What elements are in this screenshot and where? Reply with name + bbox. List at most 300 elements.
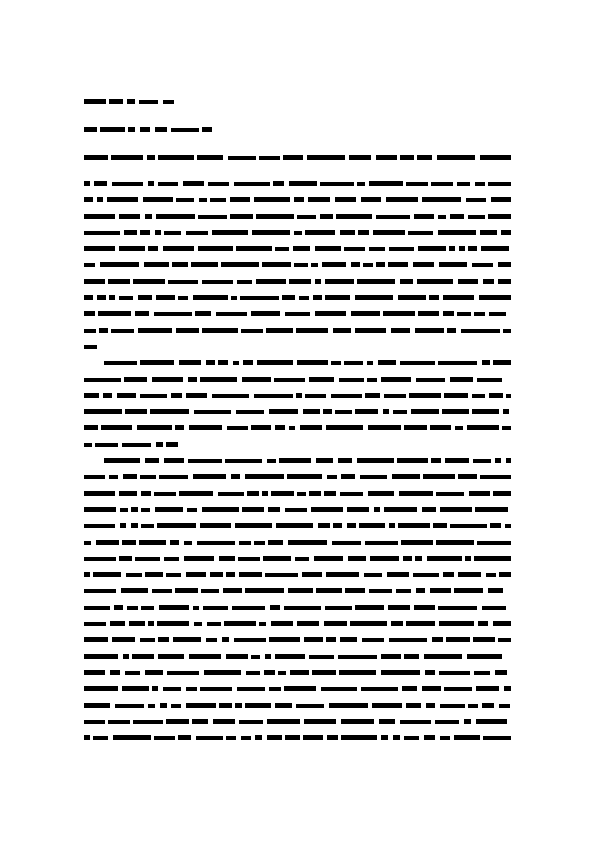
word-mark: [219, 556, 235, 561]
word-mark: [467, 425, 499, 430]
word-mark: [297, 621, 319, 626]
word-mark: [206, 360, 215, 365]
word-mark: [197, 155, 223, 160]
word-mark: [235, 523, 272, 528]
word-mark: [156, 442, 163, 447]
word-mark: [245, 588, 284, 593]
word-mark: [184, 541, 192, 545]
word-mark: [357, 182, 365, 186]
word-mark: [288, 588, 313, 593]
word-mark: [263, 556, 291, 561]
word-mark: [414, 605, 435, 610]
word-mark: [285, 508, 307, 512]
word-mark: [127, 606, 138, 610]
word-mark: [103, 393, 112, 398]
word-mark: [363, 263, 373, 267]
word-mark: [145, 572, 163, 577]
text-line: [84, 702, 511, 710]
word-mark: [438, 361, 477, 365]
word-mark: [418, 246, 446, 251]
word-mark: [316, 588, 342, 593]
word-mark: [218, 492, 244, 496]
word-mark: [495, 670, 507, 675]
word-mark: [233, 361, 239, 365]
word-mark: [415, 328, 444, 333]
word-mark: [383, 409, 389, 414]
word-mark: [207, 622, 221, 626]
word-mark: [154, 492, 176, 496]
word-mark: [159, 605, 189, 610]
word-mark: [398, 523, 430, 528]
word-mark: [404, 425, 427, 430]
word-mark: [336, 214, 372, 219]
word-mark: [326, 425, 363, 430]
word-mark: [404, 654, 419, 659]
word-mark: [147, 155, 155, 160]
word-mark: [381, 654, 401, 659]
word-mark: [221, 262, 259, 267]
word-mark: [84, 345, 97, 349]
word-mark: [397, 458, 428, 463]
word-mark: [84, 670, 105, 675]
word-mark: [444, 393, 468, 398]
word-mark: [200, 523, 231, 528]
word-mark: [271, 491, 294, 496]
text-line: [84, 310, 511, 318]
word-mark: [122, 686, 149, 691]
word-mark: [110, 621, 125, 626]
word-mark: [474, 312, 485, 316]
word-mark: [155, 507, 183, 512]
word-mark: [140, 394, 167, 398]
word-mark: [222, 637, 229, 642]
word-mark: [274, 378, 305, 382]
word-mark: [129, 621, 145, 626]
word-mark: [120, 508, 128, 512]
word-mark: [338, 655, 377, 659]
word-mark: [293, 246, 310, 251]
text-line: [84, 636, 511, 644]
word-mark: [125, 409, 147, 414]
text-line: [84, 539, 511, 547]
word-mark: [316, 458, 333, 463]
word-mark: [400, 155, 414, 160]
text-line: [84, 376, 511, 384]
word-mark: [348, 556, 366, 561]
word-mark: [235, 703, 242, 708]
text-line: [84, 343, 511, 351]
word-mark: [304, 637, 323, 642]
word-mark: [388, 262, 408, 267]
word-mark: [443, 311, 454, 316]
word-mark: [321, 687, 357, 691]
word-mark: [278, 671, 286, 675]
word-mark: [505, 524, 511, 528]
word-mark: [430, 425, 451, 430]
word-mark: [84, 197, 93, 202]
word-mark: [256, 279, 286, 284]
word-mark: [388, 605, 410, 610]
word-mark: [373, 230, 405, 235]
word-mark: [84, 622, 106, 626]
word-mark: [475, 507, 508, 512]
word-mark: [454, 588, 483, 593]
word-mark: [429, 295, 439, 300]
word-mark: [341, 719, 374, 724]
word-mark: [472, 263, 493, 267]
word-mark: [200, 687, 232, 691]
word-mark: [425, 670, 435, 675]
word-mark: [186, 572, 206, 577]
word-mark: [98, 311, 131, 316]
word-mark: [339, 670, 376, 675]
word-mark: [417, 155, 432, 160]
word-mark: [176, 198, 194, 202]
word-mark: [236, 410, 264, 414]
text-line: [84, 506, 511, 514]
word-mark: [164, 458, 184, 463]
word-mark: [216, 312, 247, 316]
word-mark: [179, 491, 213, 496]
word-mark: [355, 605, 384, 610]
word-mark: [289, 279, 311, 284]
word-mark: [93, 572, 121, 577]
word-mark: [193, 295, 228, 300]
word-mark: [503, 409, 509, 414]
word-mark: [502, 426, 511, 430]
word-mark: [226, 572, 235, 577]
word-mark: [225, 459, 262, 463]
word-mark: [504, 686, 511, 691]
word-mark: [490, 523, 501, 528]
word-mark: [179, 360, 201, 365]
word-mark: [400, 361, 435, 365]
word-mark: [402, 686, 417, 691]
word-mark: [133, 720, 163, 724]
word-mark: [401, 540, 433, 545]
word-mark: [155, 127, 167, 132]
word-mark: [234, 638, 266, 642]
word-mark: [109, 295, 115, 300]
word-mark: [166, 573, 181, 577]
word-mark: [313, 295, 322, 300]
word-mark: [152, 589, 172, 593]
word-mark: [84, 524, 115, 528]
word-mark: [84, 572, 90, 577]
word-mark: [455, 426, 463, 430]
text-line: [84, 261, 511, 269]
word-mark: [474, 556, 511, 561]
word-mark: [251, 655, 260, 659]
word-mark: [246, 671, 260, 675]
word-mark: [379, 719, 395, 724]
word-mark: [468, 246, 477, 251]
word-mark: [154, 736, 175, 740]
word-mark: [178, 735, 191, 740]
word-mark: [506, 458, 511, 463]
word-mark: [312, 670, 336, 675]
word-mark: [365, 541, 398, 545]
word-mark: [255, 735, 262, 740]
word-mark: [422, 507, 436, 512]
word-mark: [493, 621, 511, 626]
word-mark: [479, 295, 511, 300]
word-mark: [184, 556, 214, 561]
word-mark: [333, 328, 351, 333]
word-mark: [108, 279, 130, 284]
word-mark: [268, 507, 280, 512]
word-mark: [259, 622, 266, 626]
word-mark: [231, 296, 237, 300]
word-mark: [417, 279, 453, 284]
word-mark: [173, 637, 201, 642]
word-mark: [141, 491, 151, 496]
word-mark: [141, 606, 154, 610]
word-mark: [309, 655, 334, 659]
word-mark: [94, 181, 107, 186]
word-mark: [95, 443, 118, 447]
word-mark: [186, 231, 208, 235]
text-line: [84, 424, 511, 432]
word-mark: [257, 360, 293, 365]
word-mark: [491, 197, 511, 202]
document-title-marks: [84, 154, 511, 162]
word-mark: [276, 523, 313, 528]
word-mark: [230, 197, 250, 202]
word-mark: [329, 703, 368, 708]
document-header-line-2: [84, 126, 511, 134]
word-mark: [203, 606, 228, 610]
word-mark: [498, 279, 511, 284]
word-mark: [145, 458, 159, 463]
word-mark: [296, 328, 328, 333]
word-mark: [148, 621, 154, 626]
word-mark: [124, 377, 147, 382]
word-mark: [308, 197, 330, 202]
word-mark: [145, 214, 152, 219]
word-mark: [84, 279, 105, 284]
word-mark: [195, 311, 211, 316]
word-mark: [297, 360, 328, 365]
word-mark: [239, 572, 262, 577]
word-mark: [369, 247, 385, 251]
word-mark: [188, 377, 197, 382]
word-mark: [107, 197, 138, 202]
word-mark: [297, 215, 316, 219]
word-mark: [252, 230, 290, 235]
word-mark: [112, 637, 135, 642]
text-line: [84, 522, 511, 530]
word-mark: [437, 155, 475, 160]
word-mark: [84, 127, 97, 132]
word-mark: [100, 127, 125, 132]
word-mark: [140, 638, 155, 642]
word-mark: [450, 214, 464, 219]
word-mark: [256, 214, 294, 219]
word-mark: [307, 155, 345, 160]
word-mark: [163, 100, 174, 104]
word-mark: [438, 606, 477, 610]
word-mark: [473, 637, 495, 642]
word-mark: [158, 155, 194, 160]
word-mark: [469, 491, 490, 496]
word-mark: [84, 541, 91, 545]
word-mark: [232, 606, 265, 610]
word-mark: [84, 557, 116, 561]
word-mark: [393, 735, 400, 740]
word-mark: [133, 279, 165, 284]
word-mark: [264, 670, 275, 675]
word-mark: [148, 246, 158, 251]
word-mark: [355, 295, 393, 300]
text-line: [84, 653, 511, 661]
word-mark: [475, 182, 485, 186]
word-mark: [483, 279, 494, 284]
word-mark: [439, 671, 470, 675]
word-mark: [349, 155, 371, 160]
word-mark: [113, 735, 151, 740]
word-mark: [467, 654, 502, 659]
text-line: [84, 408, 511, 416]
word-mark: [245, 474, 284, 479]
word-mark: [128, 127, 135, 132]
word-mark: [115, 704, 144, 708]
word-mark: [340, 230, 355, 235]
word-mark: [124, 230, 137, 235]
word-mark: [104, 458, 140, 463]
word-mark: [340, 492, 363, 496]
word-mark: [267, 735, 282, 740]
word-mark: [472, 394, 485, 398]
text-line: [84, 359, 511, 367]
word-mark: [431, 458, 441, 463]
word-mark: [302, 572, 322, 577]
word-mark: [466, 198, 486, 202]
word-mark: [114, 605, 123, 610]
word-mark: [480, 475, 511, 479]
word-mark: [243, 360, 253, 365]
word-mark: [482, 606, 506, 610]
word-mark: [438, 230, 476, 235]
word-mark: [186, 687, 197, 691]
word-mark: [284, 686, 316, 691]
word-mark: [123, 474, 137, 479]
word-mark: [387, 572, 409, 577]
word-mark: [269, 409, 298, 414]
word-mark: [297, 492, 306, 496]
word-mark: [226, 736, 236, 740]
word-mark: [473, 459, 491, 463]
word-mark: [357, 458, 394, 463]
word-mark: [110, 670, 120, 675]
word-mark: [84, 686, 118, 691]
word-mark: [376, 262, 385, 267]
word-mark: [188, 459, 222, 463]
word-mark: [245, 703, 271, 708]
word-mark: [239, 720, 263, 724]
word-mark: [111, 329, 134, 333]
word-mark: [489, 312, 506, 316]
word-mark: [84, 720, 105, 724]
word-mark: [219, 703, 232, 708]
word-mark: [350, 621, 387, 626]
word-mark: [459, 246, 465, 251]
word-mark: [376, 155, 397, 160]
text-line: [84, 441, 511, 449]
word-mark: [376, 215, 410, 219]
word-mark: [486, 573, 496, 577]
word-mark: [315, 311, 346, 316]
word-mark: [251, 311, 280, 316]
document-header-line-1: [84, 98, 511, 106]
word-mark: [361, 197, 381, 202]
word-mark: [230, 214, 253, 219]
word-mark: [408, 231, 433, 235]
word-mark: [446, 637, 470, 642]
word-mark: [341, 735, 377, 740]
word-mark: [154, 312, 192, 316]
word-mark: [477, 541, 511, 545]
word-mark: [140, 230, 150, 235]
word-mark: [284, 606, 321, 610]
word-mark: [84, 231, 120, 235]
word-mark: [305, 394, 326, 398]
word-mark: [347, 523, 356, 528]
word-mark: [506, 394, 511, 398]
word-mark: [84, 295, 93, 300]
word-mark: [499, 572, 511, 577]
word-mark: [84, 654, 118, 659]
word-mark: [406, 703, 421, 708]
word-mark: [282, 295, 295, 300]
word-mark: [241, 736, 251, 740]
word-mark: [311, 263, 318, 267]
word-mark: [285, 312, 310, 316]
text-line: [84, 555, 511, 563]
word-mark: [378, 360, 396, 365]
word-mark: [202, 280, 233, 284]
word-mark: [251, 425, 271, 430]
text-line: [84, 229, 511, 237]
word-mark: [137, 425, 172, 430]
word-mark: [493, 491, 511, 496]
word-mark: [503, 329, 511, 333]
word-mark: [117, 393, 136, 398]
text-line: [84, 245, 511, 253]
word-mark: [192, 719, 208, 724]
word-mark: [240, 296, 279, 300]
word-mark: [443, 572, 454, 577]
word-mark: [483, 736, 511, 740]
word-mark: [351, 311, 380, 316]
word-mark: [84, 99, 106, 104]
word-mark: [189, 425, 222, 430]
word-mark: [166, 719, 189, 724]
word-mark: [112, 182, 143, 186]
word-mark: [499, 704, 510, 708]
word-mark: [294, 231, 302, 235]
text-line: [84, 278, 511, 286]
word-mark: [458, 279, 478, 284]
word-mark: [212, 230, 248, 235]
word-mark: [237, 687, 265, 691]
word-mark: [406, 621, 435, 626]
word-mark: [241, 329, 263, 333]
word-mark: [400, 720, 431, 724]
word-mark: [468, 704, 478, 708]
word-mark: [426, 703, 435, 708]
word-mark: [271, 621, 293, 626]
